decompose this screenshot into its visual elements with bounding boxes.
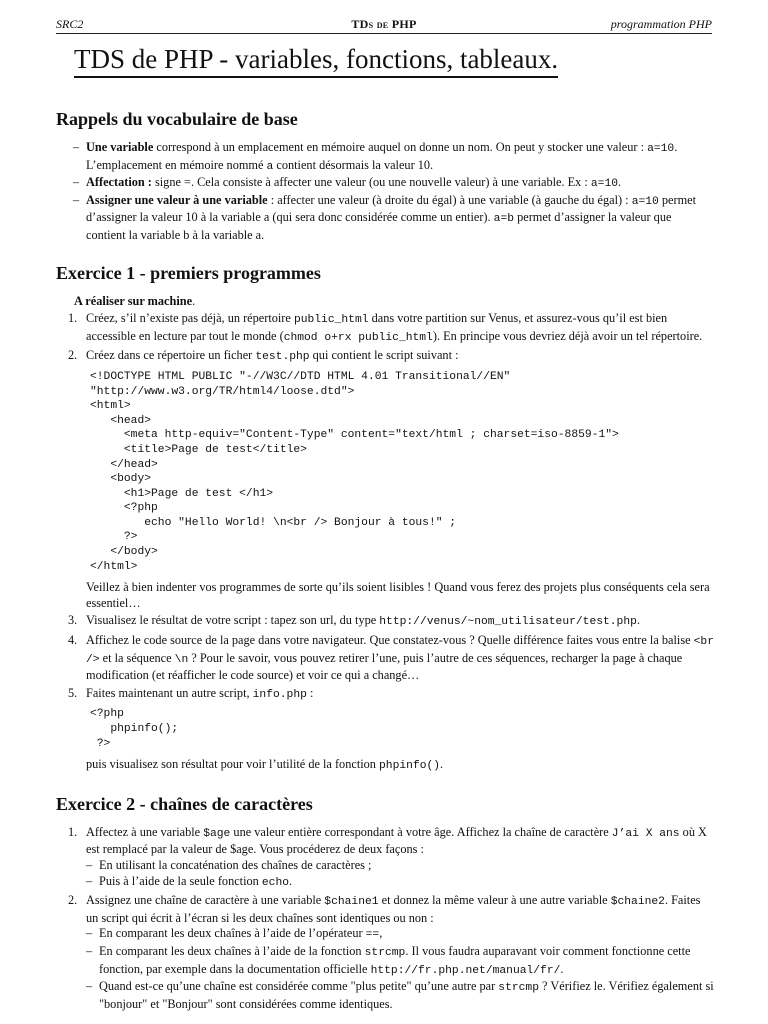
paragraph: Veillez à bien indenter vos programmes de sorte qu’ils soient lisibles ! Quand vous ferez des projets plus conséquents cela sera essentiel… — [86, 580, 710, 610]
list-item: 2. Assignez une chaîne de caractère à une variable $chaine1 et donnez la même valeur à une autre variable $chaine2. Faites un script qui écrit à l’écran si les deux chaînes sont identiques ou non : – En comparant les deux chaînes à l’aide de l’opérateur ==, – En comparant les deux chaînes à l’aide de la fonction strcmp. Il vous faudra auparavant voir comment fonctionne cette fonction, par exemple dans la documentation officielle http://fr.php.net/manual/fr/. – Quand est-ce qu’une chaîne est considérée comme "plus petite" qu’une autre par strcmp ? Vérifiez le. Vérifiez également si "bonjour" et "Bonjour" sont considérées comme identiques. — [86, 893, 714, 1012]
code-inline: a=b — [493, 213, 515, 226]
section-heading-exercice-2: Exercice 2 - chaînes de caractères — [56, 793, 313, 814]
exercise-2-list — [56, 825, 714, 1013]
exercise-1-list — [56, 311, 714, 775]
header-center: TDs de PHP — [351, 17, 417, 31]
code-inline: <br /> — [86, 636, 714, 666]
item-number: 1. — [68, 824, 78, 839]
code-inline: a — [266, 160, 274, 173]
code-inline: chmod o+rx public_html — [283, 331, 433, 344]
page-title: TDS de PHP - variables, fonctions, tableaux. — [74, 44, 558, 78]
code-inline: http://fr.php.net/manual/fr/ — [370, 964, 561, 977]
term: Affectation : — [86, 175, 152, 190]
section-heading-exercice-1: Exercice 1 - premiers programmes — [56, 262, 321, 283]
code-inline: test.php — [255, 351, 310, 364]
sub-list — [86, 926, 714, 1012]
running-header — [56, 17, 712, 34]
code-inline: $chaine2 — [610, 896, 665, 909]
paragraph: puis visualisez son résultat pour voir l’utilité de la fonction phpinfo(). — [86, 757, 444, 773]
list-item: 2. Créez dans ce répertoire un ficher test.php qui contient le script suivant : <!DOCTYPE HTML PUBLIC "-//W3C//DTD HTML 4.01 Transitional//EN" "http://www.w3.org/TR/html4/loose.dtd"> <html> <head> <meta http-equiv="Content-Type" content="text/html ; charset=iso-8859-1"> <title>Page de test</title> </head> <body> <h1>Page de test </h1> <?php echo "Hello World! \n<br /> Bonjour à tous!" ; ?> </body> </html> Veillez à bien indenter vos programmes de sorte qu’ils soient lisibles ! Quand vous ferez des projets plus conséquents cela sera essentiel… — [86, 348, 714, 611]
code-inline: strcmp — [498, 982, 539, 995]
header-left: SRC2 — [56, 17, 84, 31]
code-inline: \n — [174, 653, 189, 666]
code-inline: public_html — [293, 314, 369, 327]
code-block: <!DOCTYPE HTML PUBLIC "-//W3C//DTD HTML 4.01 Transitional//EN" "http://www.w3.org/TR/html4/loose.dtd"> <html> <head> <meta http-equiv="Content-Type" content="text/html ; charset=iso-8859-1"> <title>Page de test</title> </head> <body> <h1>Page de test </h1> <?php echo "Hello World! \n<br /> Bonjour à tous!" ; ?> </body> </html> — [90, 370, 619, 573]
list-item: – Une variable correspond à un emplacement en mémoire auquel on donne un nom. On peut y stocker une valeur : a=10. L’emplacement en mémoire nommé a contient désormais la valeur 10. — [86, 140, 714, 175]
rappels-list — [56, 140, 714, 244]
code-inline: J’ai X ans — [611, 827, 680, 840]
code-inline: $chaine1 — [324, 896, 379, 909]
code-inline: phpinfo() — [379, 760, 441, 773]
document-body — [56, 100, 714, 1012]
code-block: <?php phpinfo(); ?> — [90, 708, 179, 750]
item-number: 3. — [68, 613, 78, 628]
machine-note: A réaliser sur machine. — [74, 293, 196, 308]
sub-list-item: – En utilisant la concaténation des chaînes de caractères ; — [99, 858, 714, 874]
term: Assigner une valeur à une variable — [86, 192, 268, 207]
code-inline: a=10 — [647, 143, 675, 155]
item-number: 1. — [68, 311, 78, 326]
section-heading-rappels: Rappels du vocabulaire de base — [56, 109, 298, 129]
code-inline: a=10 — [590, 178, 619, 191]
list-item: 1. Créez, s’il n’existe pas déjà, un répertoire public_html dans votre partition sur Venus, et assurez-vous qu’il est bien accessible en lecture par tout le monde (chmod o+rx public_html). En principe vous devriez déjà avoir un tel répertoire. — [68, 311, 703, 344]
list-item: 1. Affectez à une variable $age une valeur entière correspondant à votre âge. Affichez la chaîne de caractère J’ai X ans où X est remplacé par la valeur de $age. Vous procéderez de deux façons : – En utilisant la concaténation des chaînes de caractères ; – Puis à l’aide de la seule fonction echo. — [86, 825, 714, 891]
list-item: 3. Visualisez le résultat de votre script : tapez son url, du type http://venus/~nom_utilisateur/test.php. — [68, 613, 640, 629]
sub-list-item: – Puis à l’aide de la seule fonction echo. — [99, 874, 714, 892]
code-inline: $age — [203, 827, 231, 840]
list-item: 5. Faites maintenant un autre script, info.php : <?php phpinfo(); ?> puis visualisez son résultat pour voir l’utilité de la fonction phpinfo(). — [86, 686, 714, 775]
item-number: 4. — [68, 633, 78, 648]
item-number: 2. — [68, 893, 78, 908]
header-right: programmation PHP — [610, 17, 712, 31]
code-inline: == — [365, 929, 380, 942]
code-inline: http://venus/~nom_utilisateur/test.php — [379, 616, 637, 629]
item-number: 2. — [68, 348, 78, 363]
code-inline: echo — [261, 876, 290, 889]
term: Une variable — [86, 140, 154, 154]
sub-list — [86, 858, 714, 891]
sub-list-item: – En comparant les deux chaînes à l’aide de l’opérateur ==, — [99, 926, 714, 944]
code-inline: strcmp — [364, 946, 406, 959]
code-inline: a=10 — [631, 195, 659, 208]
list-item: 4. Affichez le code source de la page dans votre navigateur. Que constatez-vous ? Quelle différence faites vous entre la balise <br /> et la séquence \n ? Pour le savoir, vous pouvez retirer l’une, puis l’autre de ces séquences, recharger la page à chaque modification (et réafficher le code source) et voir ce qui a changé… — [68, 633, 714, 683]
list-item: – Affectation : signe =. Cela consiste à affecter une valeur (ou une nouvelle valeur) à une variable. Ex : a=10. — [86, 175, 714, 193]
sub-list-item: – En comparant les deux chaînes à l’aide de la fonction strcmp. Il vous faudra auparavant voir comment fonctionne cette fonction, par exemple dans la documentation officielle http://fr.php.net/manual/fr/. — [99, 944, 714, 979]
code-inline: info.php — [252, 688, 307, 701]
item-number: 5. — [68, 685, 78, 700]
list-item: – Assigner une valeur à une variable : affecter une valeur (à droite du égal) à une variable (à gauche du égal) : a=10 permet d’assigner la valeur 10 à la variable a (qui sera donc considérée comme un entier). a=b permet d’assigner la valeur que contient la variable b à la variable a. — [86, 193, 714, 244]
sub-list-item: – Quand est-ce qu’une chaîne est considérée comme "plus petite" qu’une autre par strcmp ? Vérifiez le. Vérifiez également si "bonjour" et "Bonjour" sont considérées comme identiques. — [99, 979, 714, 1012]
